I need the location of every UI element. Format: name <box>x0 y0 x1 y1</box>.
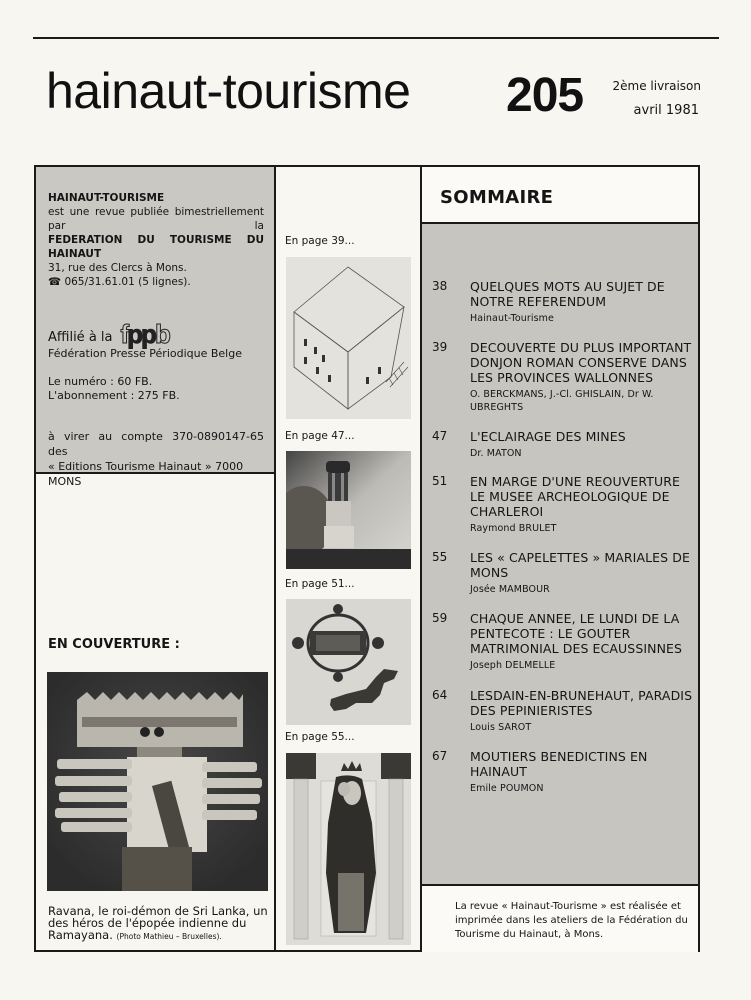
sommaire-header <box>422 167 698 224</box>
toc-page-number: 38 <box>432 279 448 293</box>
top-rule <box>33 37 719 39</box>
cover-caption <box>48 905 268 943</box>
telephone-icon: ☎ <box>48 276 62 288</box>
toc-article <box>470 749 695 795</box>
printing-note: La revue « Hainaut-Tourisme » est réalisée et imprimée dans les ateliers de la Fédération du Tourisme du Hainaut, à Mons. <box>422 886 698 952</box>
publisher-info-box <box>36 167 274 488</box>
toc-article <box>470 474 695 535</box>
cover-caption-text: Ravana, le roi-démon de Sri Lanka, un des héros de l'épopée indienne du Ramayana. <box>48 904 268 942</box>
toc-article <box>470 611 695 672</box>
toc-article-title: CHAQUE ANNEE, LE LUNDI DE LA PENTECOTE : LE GOUTER MATRIMONIAL DES ECAUSSINNES <box>470 611 683 656</box>
toc-page-number: 64 <box>432 688 448 702</box>
toc-article-author: Hainaut-Tourisme <box>470 313 554 324</box>
fppb-logo: fppb <box>120 319 169 349</box>
toc-article-author: Louis SAROT <box>470 722 532 733</box>
toc-article-title: LESDAIN-EN-BRUNEHAUT, PARADIS DES PEPINIERISTES <box>470 688 693 718</box>
affiliation-row <box>48 319 264 349</box>
toc-article-author: Dr. MATON <box>470 448 522 459</box>
preview-label-p51: En page 51... <box>285 578 355 590</box>
toc-article-title: DECOUVERTE DU PLUS IMPORTANT DONJON ROMAN CONSERVE DANS LES PROVINCES WALLONNES <box>470 340 692 385</box>
preview-label-p55: En page 55... <box>285 731 355 743</box>
masthead-title: hainaut-tourisme <box>46 63 411 119</box>
affiliation-name: Fédération Presse Périodique Belge <box>48 347 242 360</box>
preview-column <box>276 167 422 950</box>
toc-page-number: 55 <box>432 550 448 564</box>
publisher-address: 31, rue des Clercs à Mons. <box>48 262 187 274</box>
ravana-figure-image <box>47 672 268 891</box>
toc-article-title: L'ECLAIRAGE DES MINES <box>470 429 626 444</box>
toc-article-author: Raymond BRULET <box>470 523 557 534</box>
madonna-statue-photo <box>286 753 411 945</box>
content-frame <box>34 165 700 952</box>
toc-article <box>470 550 695 596</box>
preview-label-p47: En page 47... <box>285 430 355 442</box>
preview-image-miners-lamp <box>286 451 411 569</box>
sommaire-title: SOMMAIRE <box>440 187 554 208</box>
toc-page-number: 39 <box>432 340 448 354</box>
toc-page-number: 47 <box>432 429 448 443</box>
publication-frequency: est une revue publiée bimestriellement par la <box>48 206 264 232</box>
toc-page-number: 67 <box>432 749 448 763</box>
toc-page-number: 59 <box>432 611 448 625</box>
bank-account <box>48 429 264 489</box>
toc-article <box>470 688 695 734</box>
toc-article-title: LES « CAPELETTES » MARIALES DE MONS <box>470 550 690 580</box>
miners-lamp-photo <box>286 451 411 569</box>
preview-image-donjon <box>286 257 411 419</box>
publisher-phone-row <box>48 275 264 289</box>
publication-name: HAINAUT-TOURISME <box>48 192 165 204</box>
left-column <box>36 167 276 950</box>
account-line-2: « Editions Tourisme Hainaut » 7000 MONS <box>48 460 244 488</box>
price-subscription: L'abonnement : 275 FB. <box>48 389 180 402</box>
preview-label-p39: En page 39... <box>285 235 355 247</box>
toc-article-author: O. BERCKMANS, J.-Cl. GHISLAIN, Dr W. UBREGHTS <box>470 389 654 413</box>
publisher-name: FEDERATION DU TOURISME DU HAINAUT <box>48 234 264 260</box>
isometric-keep-drawing <box>286 257 411 419</box>
prices <box>48 375 264 403</box>
toc-article <box>470 340 695 414</box>
toc-article-title: QUELQUES MOTS AU SUJET DE NOTRE REFERENDUM <box>470 279 665 309</box>
delivery-label: 2ème livraison <box>612 79 701 93</box>
sommaire-column <box>422 167 698 950</box>
toc-article-author: Emile POUMON <box>470 783 544 794</box>
toc-article-author: Joseph DELMELLE <box>470 660 556 671</box>
bronze-fibulae-photo <box>286 599 411 725</box>
toc-article-title: EN MARGE D'UNE REOUVERTURE LE MUSEE ARCHEOLOGIQUE DE CHARLEROI <box>470 474 680 519</box>
account-line-1: à virer au compte 370-0890147-65 des <box>48 430 264 458</box>
toc-article-title: MOUTIERS BENEDICTINS EN HAINAUT <box>470 749 648 779</box>
cover-label: EN COUVERTURE : <box>48 637 180 652</box>
preview-image-fibulae <box>286 599 411 725</box>
issue-number: 205 <box>506 69 584 122</box>
preview-image-madonna <box>286 753 411 945</box>
affiliation-label: Affilié à la <box>48 330 113 345</box>
toc-article-author: Josée MAMBOUR <box>470 584 550 595</box>
table-of-contents <box>422 224 698 886</box>
toc-article <box>470 279 695 325</box>
issue-date: avril 1981 <box>633 103 699 118</box>
publisher-phone: 065/31.61.01 (5 lignes). <box>64 276 191 288</box>
cover-photo-ravana <box>47 672 268 891</box>
toc-page-number: 51 <box>432 474 448 488</box>
photo-credit: (Photo Mathieu – Bruxelles). <box>116 932 222 941</box>
toc-article <box>470 429 695 460</box>
price-issue: Le numéro : 60 FB. <box>48 375 153 388</box>
